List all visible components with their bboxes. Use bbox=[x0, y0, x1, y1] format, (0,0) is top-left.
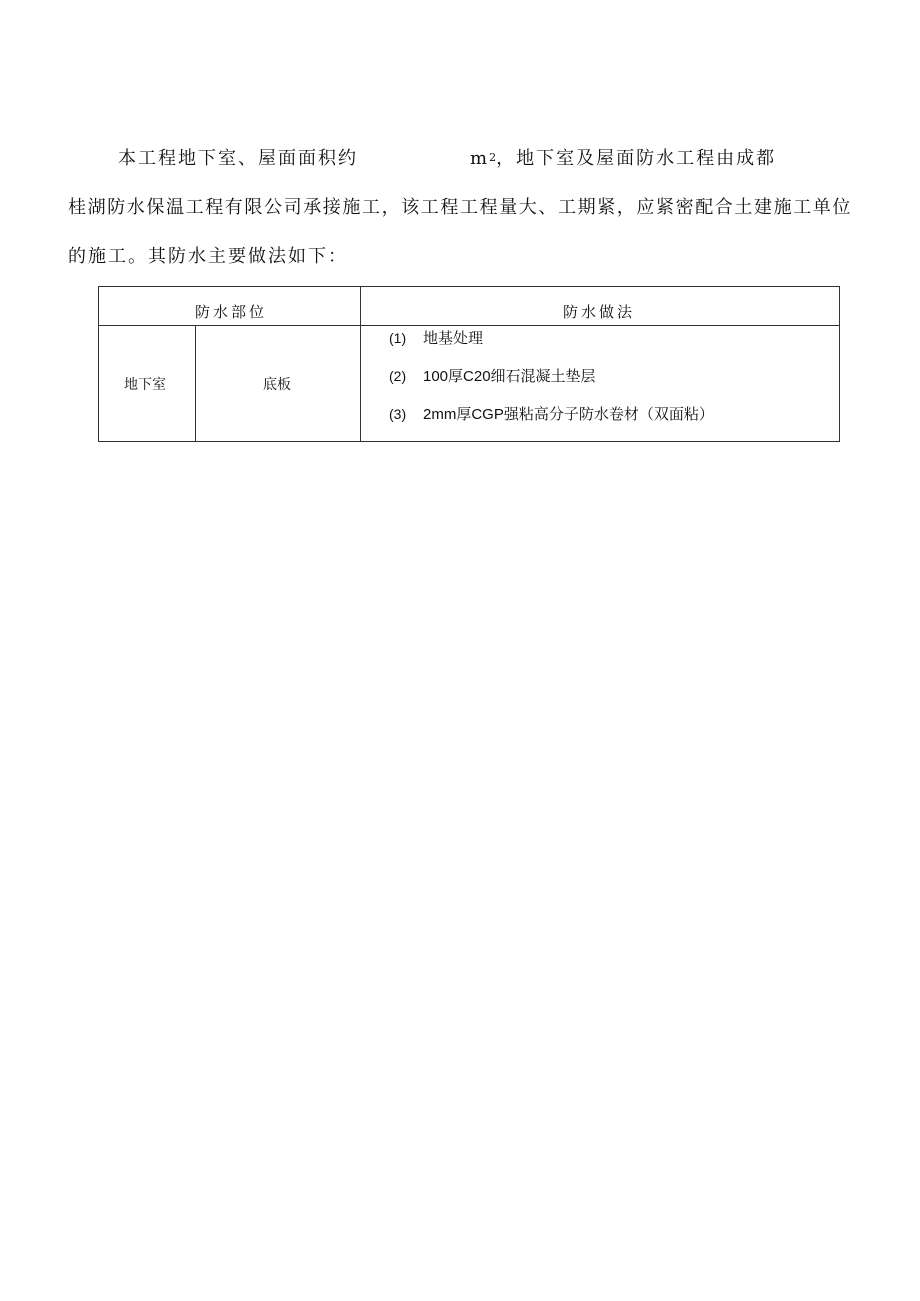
method-step bbox=[389, 367, 596, 386]
intro-line-3: 的施工。其防水主要做法如下： bbox=[68, 246, 348, 267]
intro-line-1-left: 本工程地下室、屋面面积约 bbox=[118, 148, 358, 169]
step-number: (2) bbox=[389, 368, 407, 384]
unit-exponent: 2 bbox=[489, 151, 497, 164]
intro-line-2: 桂湖防水保温工程有限公司承接施工，该工程工程量大、工期紧，应紧密配合土建施工单位 bbox=[68, 197, 852, 218]
step-number: (3) bbox=[389, 406, 407, 422]
unit-base: m bbox=[470, 148, 490, 169]
header-method: 防水做法 bbox=[563, 303, 636, 321]
method-step bbox=[389, 405, 714, 424]
step-text: 地基处理 bbox=[423, 330, 484, 347]
step-text: 100厚C20细石混凝土垫层 bbox=[423, 368, 596, 385]
header-divider bbox=[99, 325, 839, 326]
method-step bbox=[389, 329, 483, 348]
step-number: (1) bbox=[389, 330, 407, 346]
cell-area: 地下室 bbox=[124, 377, 166, 393]
waterproofing-table bbox=[98, 286, 840, 442]
cell-part: 底板 bbox=[263, 377, 291, 393]
header-location: 防水部位 bbox=[195, 303, 268, 321]
area-unit bbox=[470, 148, 496, 169]
intro-line-1-right bbox=[470, 147, 776, 173]
header-column-divider bbox=[360, 287, 361, 441]
area-part-divider bbox=[195, 325, 196, 441]
intro-line-1-text: ，地下室及屋面防水工程由成都 bbox=[496, 148, 777, 169]
step-text: 2mm厚CGP强粘高分子防水卷材（双面粘） bbox=[423, 406, 714, 423]
